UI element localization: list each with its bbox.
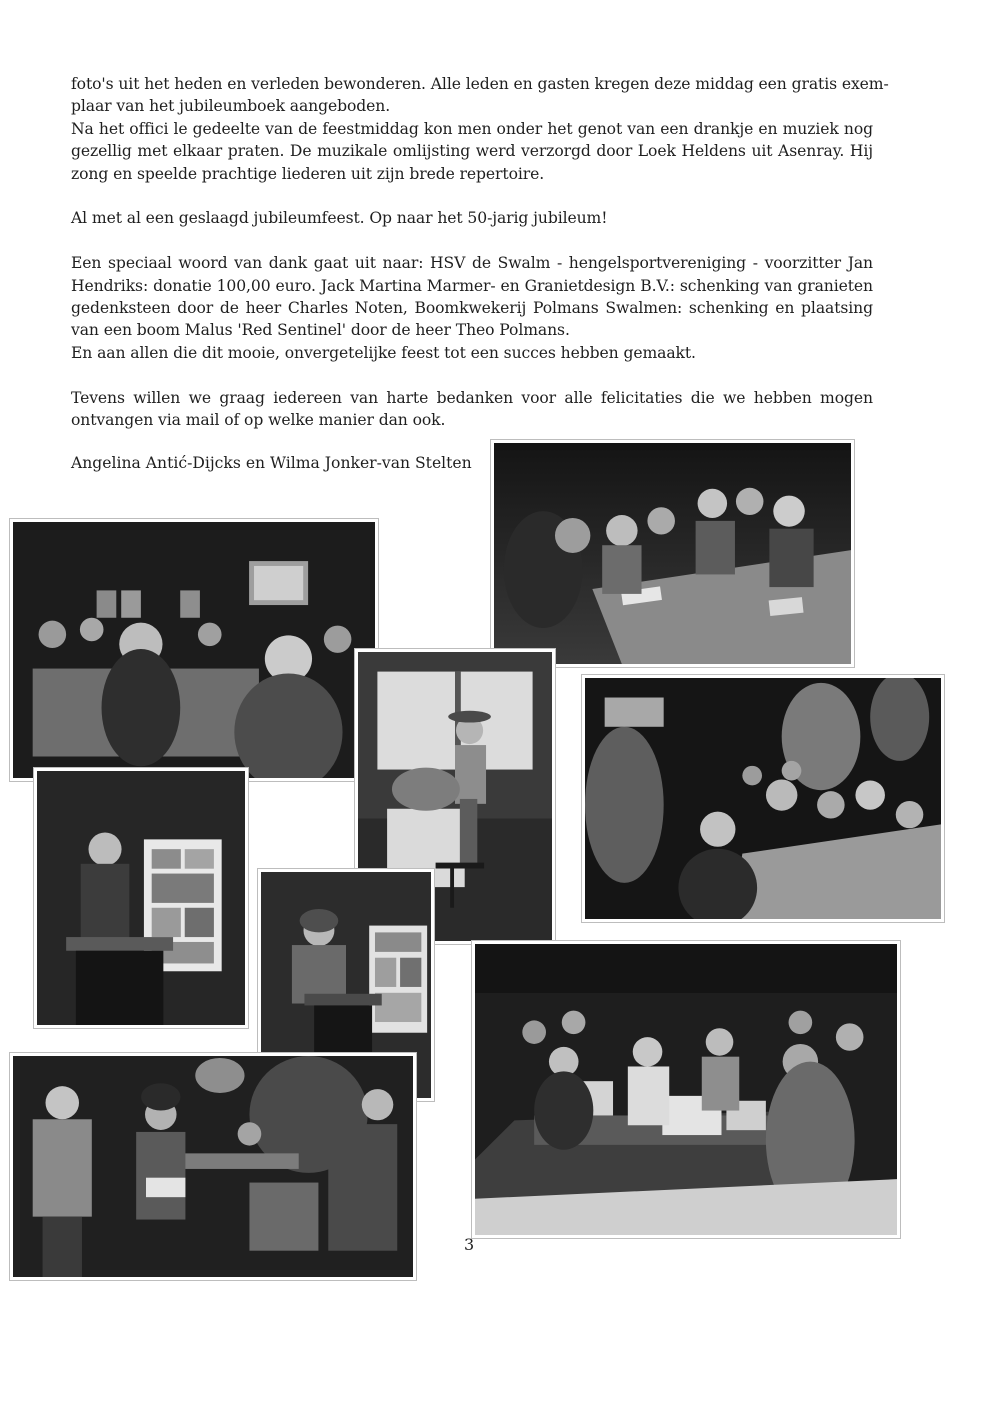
- paragraph-6: Tevens willen we graag iedereen van harte bedanken voor alle felicitaties die we hebben mogen ontvangen via mail of op welke manier dan ook.: [71, 388, 873, 430]
- photo-guests-at-table: [491, 440, 854, 667]
- paragraph-4: Een speciaal woord van dank gaat uit naar: HSV de Swalm - hengelsportvereniging - voorzitter Jan Hendriks: donatie 100,00 euro. Jack Martina Marmer- en Granietdesign B.V.: schenking van granieten gedenksteen door de heer Charles Noten, Boomkwekerij Polmans Swalmen: schenking en plaatsing van een boom Malus 'Red Sentinel' door de heer Theo Polmans.: [71, 254, 873, 340]
- photo-full-hall: [582, 675, 944, 922]
- page-number: 3: [464, 1235, 475, 1254]
- photo-image: [13, 1056, 413, 1277]
- photo-image: [37, 771, 245, 1025]
- photo-book-table: [472, 941, 900, 1238]
- photo-speaker-lectern: [34, 768, 248, 1028]
- photo-image: [475, 944, 897, 1235]
- article-text: [71, 73, 889, 431]
- paragraph-2: Na het offici le gedeelte van de feestmiddag kon men onder het genot van een drankje en muziek nog gezellig met elkaar praten. De muzikale omlijsting werd verzorgd door Loek Heldens uit Asenray. Hij zong en speelde prachtige liederen uit zijn brede repertoire.: [71, 119, 873, 183]
- paragraph-1-line-2: plaar van het jubileumboek aangeboden.: [71, 97, 391, 116]
- photo-image: [13, 522, 375, 778]
- photo-image: [494, 443, 851, 664]
- paragraph-gap: [71, 185, 873, 207]
- paragraph-gap: [71, 364, 873, 386]
- photo-guests-chatting: [10, 1053, 416, 1280]
- paragraph-3: Al met al een geslaagd jubileumfeest. Op naar het 50-jarig jubileum!: [71, 209, 608, 228]
- photo-audience-screen: [10, 519, 378, 781]
- paragraph-1-line-1: foto's uit het heden en verleden bewonderen. Alle leden en gasten kregen deze middag een gratis exem-: [71, 75, 889, 93]
- paragraph-5: En aan allen die dit mooie, onvergetelijke feest tot een succes hebben gemaakt.: [71, 343, 696, 362]
- photo-image: [585, 678, 941, 919]
- signature: Angelina Antić-Dijcks en Wilma Jonker-van Stelten: [71, 454, 472, 472]
- paragraph-gap: [71, 230, 873, 252]
